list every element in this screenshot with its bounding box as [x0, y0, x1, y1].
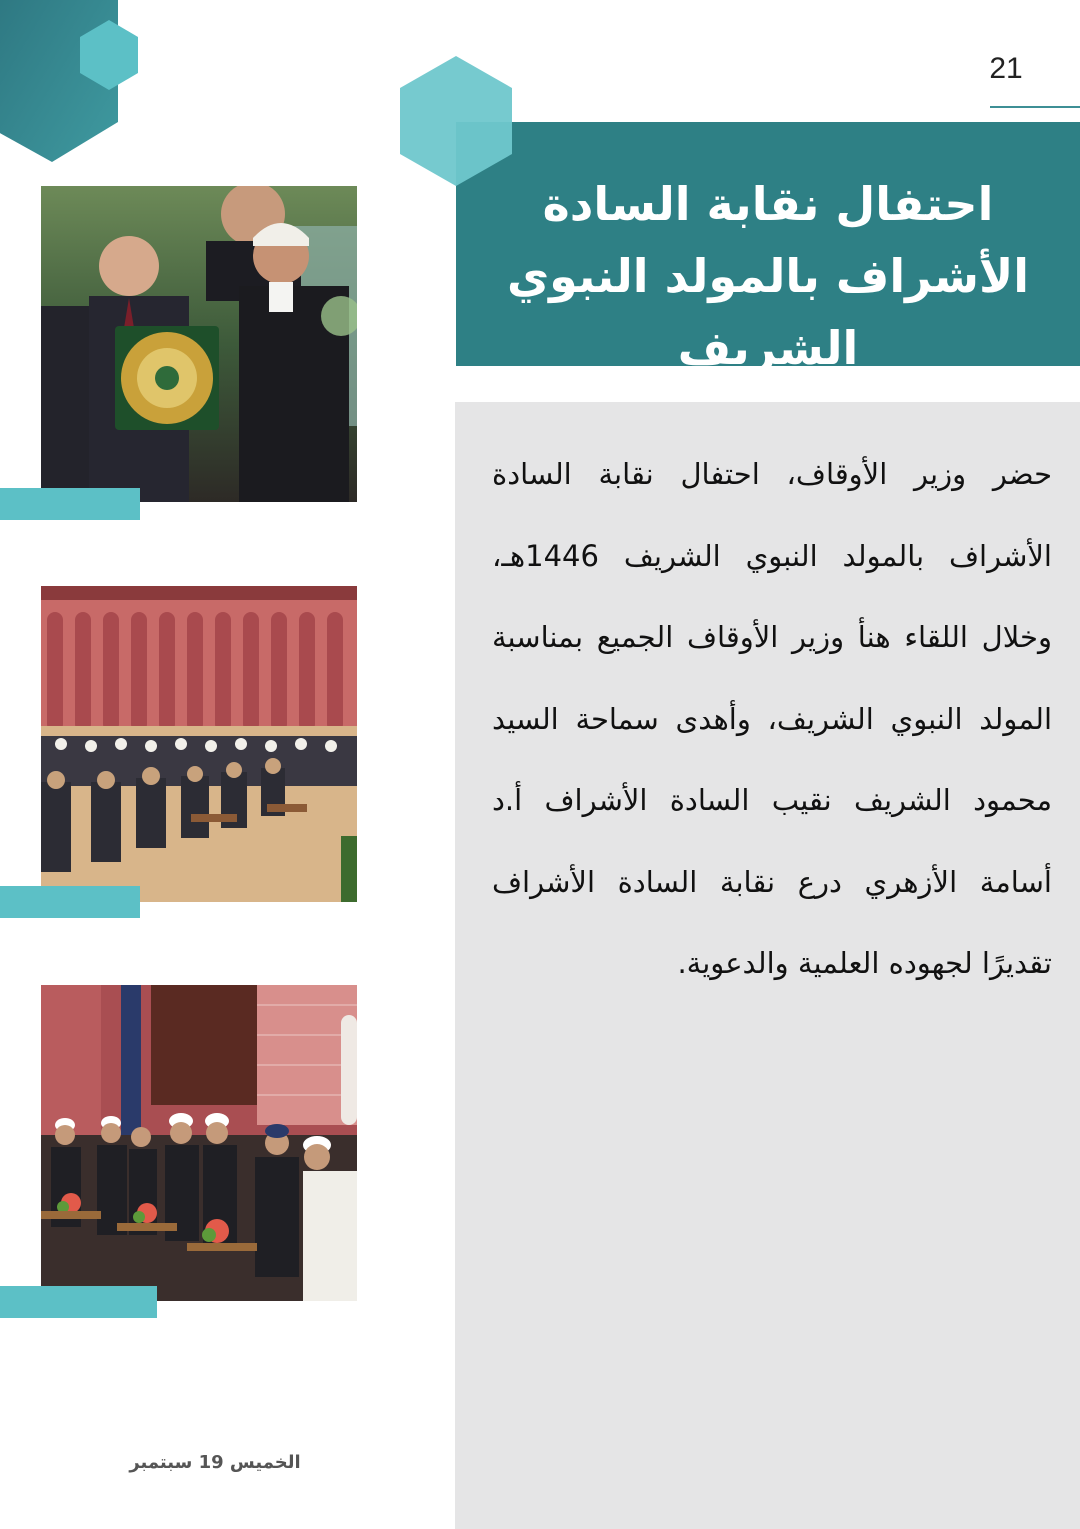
photo-accent-bar-2 [0, 886, 140, 918]
issue-date: الخميس 19 سبتمبر [129, 1452, 301, 1473]
photo-shield-presentation [41, 186, 357, 502]
page-number-rule [990, 106, 1080, 108]
hexagon-decoration-small [78, 18, 140, 92]
page-title: احتفال نقابة السادة الأشراف بالمولد النبوي الشريف [506, 177, 1030, 375]
photo-accent-bar-1 [0, 488, 140, 520]
photo-auditorium-audience [41, 586, 357, 902]
page-number: 21 [989, 52, 1023, 85]
article-body: حضر وزير الأوقاف، احتفال نقابة السادة الأشراف بالمولد النبوي الشريف 1446هـ، وخلال اللقاء هنأ وزير الأوقاف الجميع بمناسبة المولد النبوي الشريف، وأهدى سماحة السيد محمود الشريف نقيب السادة الأشراف أ.د أسامة الأزهري درع نقابة السادة الأشراف تقديرًا لجهوده العلمية والدعوية. [492, 457, 1052, 980]
photo-front-row-scholars [41, 985, 357, 1301]
photo-accent-bar-3 [0, 1286, 157, 1318]
